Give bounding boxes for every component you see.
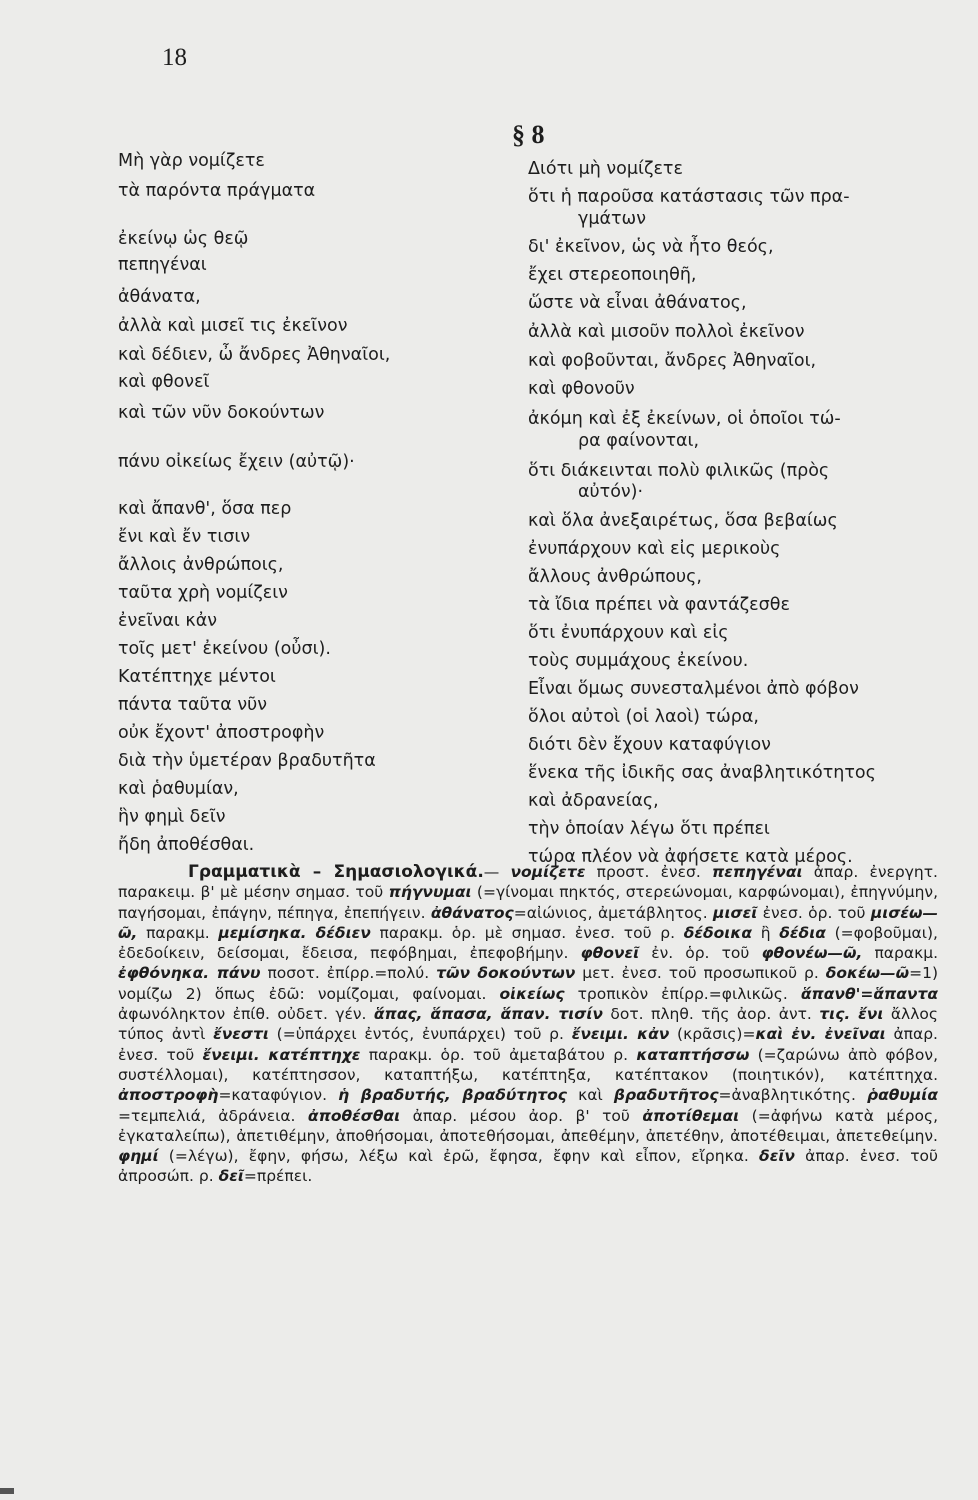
note-text: παρακμ. ὁρ. μὲ σημασ. ἐνεσ. τοῦ ρ. xyxy=(370,923,684,942)
translation-line: ὅλοι αὐτοὶ (οἱ λαοὶ) τώρα, xyxy=(528,707,759,727)
note-text: μετ. ἐνεσ. τοῦ προσωπικοῦ ρ. xyxy=(575,964,826,983)
note-text: (=φοβοῦμαι), ἐδεδοίκειν, δείσομαι, ἔδεισα, πεφόβημαι, ἐπεφοβήμην. xyxy=(118,923,938,963)
note-text: =ἀναβλητικότης. xyxy=(718,1086,868,1105)
note-text: ἀπαρ. μέσου ἀορ. β' τοῦ xyxy=(400,1106,643,1125)
translation-line: καὶ ὅλα ἀνεξαιρέτως, ὅσα βεβαίως xyxy=(528,511,838,531)
translation-line: καὶ φθονοῦν xyxy=(528,379,635,399)
section-title: § 8 xyxy=(512,120,545,149)
note-keyword: τῶν δοκούντων xyxy=(436,964,576,983)
note-keyword: καταπτήσσω xyxy=(636,1045,750,1064)
ancient-line: ταῦτα χρὴ νομίζειν xyxy=(118,583,288,603)
ancient-line: τοῖς μετ' ἐκείνου (οὖσι). xyxy=(118,639,331,659)
ancient-line: ἣν φημὶ δεῖν xyxy=(118,807,226,827)
note-keyword: ἅπας, ἅπασα, ἅπαν. τισίν xyxy=(373,1005,603,1024)
translation-line: καὶ ἀδρανείας, xyxy=(528,791,659,811)
ancient-line: ἔνι καὶ ἔν τισιν xyxy=(118,527,251,547)
ancient-line: διὰ τὴν ὑμετέραν βραδυτῆτα xyxy=(118,751,376,771)
note-text: ποσοτ. ἐπίρρ.=πολύ. xyxy=(260,964,437,983)
translation-line: δι' ἐκεῖνον, ὡς νὰ ἦτο θεός, xyxy=(528,237,774,257)
translation-line: τὰ ἴδια πρέπει νὰ φαντάζεσθε xyxy=(528,595,790,615)
ancient-line: πεπηγέναι xyxy=(118,255,207,275)
translation-line: ἄλλους ἀνθρώπους, xyxy=(528,567,702,587)
note-keyword: καὶ ἐν. ἐνεῖναι xyxy=(755,1025,886,1044)
ancient-line: οὐκ ἔχοντ' ἀποστροφὴν xyxy=(118,723,325,743)
ancient-line: καὶ τῶν νῦν δοκούντων xyxy=(118,403,325,423)
note-keyword: ἀθάνατος xyxy=(430,903,514,922)
ancient-line: Μὴ γὰρ νομίζετε xyxy=(118,151,265,171)
note-text: παρακμ. ὁρ. τοῦ ἀμεταβάτου ρ. xyxy=(360,1045,637,1064)
translation-line: Εἶναι ὅμως συνεσταλμένοι ἀπὸ φόβον xyxy=(528,679,859,699)
note-keyword: οἰκείως xyxy=(499,984,565,1003)
translation-line: ὅτι διάκεινται πολὺ φιλικῶς (πρὸς xyxy=(528,461,830,481)
translation-line: Διότι μὴ νομίζετε xyxy=(528,159,683,179)
translation-line: αὐτόν)· xyxy=(578,482,644,502)
ancient-line: τὰ παρόντα πράγματα xyxy=(118,181,316,201)
note-keyword: ἔνειμι. κἀν xyxy=(571,1025,670,1044)
note-keyword: ἀποθέσθαι xyxy=(307,1106,401,1125)
note-text: ἀφωνόληκτον ἐπίθ. οὐδετ. γέν. xyxy=(118,1005,374,1024)
ancient-line: ἐκείνῳ ὡς θεῷ xyxy=(118,229,249,249)
note-keyword: τις. ἔνι xyxy=(819,1005,884,1024)
note-text: (=ζαρώνω ἀπὸ φόβον, συστέλλομαι), κατέπτησσον, καταπτήξω, κατέπτηξα, κατέπτακον (ποιητικόν), κατέπτηχα. xyxy=(118,1045,938,1084)
scan-edge-mark xyxy=(0,1488,14,1494)
ancient-line: ἐνεῖναι κἀν xyxy=(118,611,218,631)
note-text: παρακμ. xyxy=(862,944,938,963)
translation-line: ἀλλὰ καὶ μισοῦν πολλοὶ ἐκεῖνον xyxy=(528,322,805,342)
ancient-line: Κατέπτηχε μέντοι xyxy=(118,667,276,687)
translation-line: ρα φαίνονται, xyxy=(578,431,700,451)
note-text: προστ. ἐνεσ. xyxy=(585,863,712,881)
note-keyword: ἔνεστι xyxy=(213,1025,269,1044)
translation-line: τὴν ὁποίαν λέγω ὅτι πρέπει xyxy=(528,819,770,839)
note-keyword: μισεῖ xyxy=(713,903,758,922)
note-keyword: ἐφθόνηκα. πάνυ xyxy=(118,964,261,983)
translation-line: ἀκόμη καὶ ἐξ ἐκείνων, οἱ ὁποῖοι τώ- xyxy=(528,409,841,429)
note-text: ἀπαρ. ἐνεσ. τοῦ xyxy=(118,1025,938,1064)
note-text: ἀπαρ. ἐνεσ. τοῦ ἀπροσώπ. ρ. xyxy=(118,1147,938,1186)
grammar-notes xyxy=(118,862,938,1187)
note-text: ἐν. ὁρ. τοῦ xyxy=(639,944,762,963)
note-keyword: ἀποτίθεμαι xyxy=(642,1106,740,1125)
note-keyword: μισέω—ῶ, xyxy=(118,903,938,942)
ancient-line: ἀθάνατα, xyxy=(118,287,201,307)
translation-line: τώρα πλέον νὰ ἀφήσετε κατὰ μέρος. xyxy=(528,847,853,867)
note-text: (=λέγω), ἔφην, φήσω, λέξω καὶ ἐρῶ, ἔφησα, ἔφην καὶ εἶπον, εἴρηκα. xyxy=(158,1147,760,1166)
note-keyword: φθονεῖ xyxy=(580,944,640,963)
grammar-heading: Γραμματικὰ – Σημασιολογικά. xyxy=(188,862,484,882)
note-keyword: ῥαθυμία xyxy=(867,1086,938,1105)
note-keyword: πήγνυμαι xyxy=(388,883,472,902)
note-text: ἢ xyxy=(752,923,780,942)
translation-line: γμάτων xyxy=(578,209,646,229)
ancient-line: ἤδη ἀποθέσθαι. xyxy=(118,835,255,855)
note-keyword: δοκέω—ῶ xyxy=(825,964,910,983)
translation-line: ὅτι ἡ παροῦσα κατάστασις τῶν πρα- xyxy=(528,187,850,207)
ancient-line: ἄλλοις ἀνθρώποις, xyxy=(118,555,284,575)
note-text: δοτ. πληθ. τῆς ἀορ. ἀντ. xyxy=(602,1005,820,1024)
note-text: (=ἀφήνω κατὰ μέρος, ἐγκαταλείπω), ἀπετιθέμην, ἀποθήσομαι, ἀποτεθήσομαι, ἀπεθέμην, ἀπετέθην, ἀποτέθειμαι, ἀπετεθείμην. xyxy=(118,1106,938,1145)
note-keyword: δεῖν xyxy=(759,1147,795,1166)
note-text: =αἰώνιος, ἀμετάβλητος. xyxy=(513,903,714,922)
note-keyword: μεμίσηκα. δέδιεν xyxy=(218,923,371,942)
note-text: τροπικὸν ἐπίρρ.=φιλικῶς. xyxy=(564,984,801,1003)
translation-line: ἐνυπάρχουν καὶ εἰς μερικοὺς xyxy=(528,539,781,559)
note-keyword: νομίζετε xyxy=(510,863,586,881)
ancient-line: πάνυ οἰκείως ἔχειν (αὐτῷ)· xyxy=(118,452,355,472)
note-keyword: ἅπανθ'=ἅπαντα xyxy=(800,984,938,1003)
translation-line: ἕνεκα τῆς ἰδικῆς σας ἀναβλητικότητος xyxy=(528,763,876,783)
note-keyword: φθονέω—ῶ, xyxy=(761,944,863,963)
translation-line: ὅτι ἐνυπάρχουν καὶ εἰς xyxy=(528,623,729,643)
note-keyword: ἡ βραδυτής, βραδύτητος xyxy=(338,1086,567,1105)
note-keyword: δεῖ xyxy=(218,1167,244,1186)
note-text: (κρᾶσις)= xyxy=(669,1025,756,1044)
note-text: (=γίνομαι πηκτός, στερεώνομαι, καρφώνομαι), ἐπηγνύμην, παγήσομαι, ἐπάγην, πέπηγα, ἐπεπήγειν. xyxy=(118,883,938,922)
note-text: καὶ xyxy=(567,1086,614,1105)
note-keyword: πεπηγέναι xyxy=(711,863,803,881)
note-keyword: δέδια xyxy=(779,923,826,942)
note-keyword: δέδοικα xyxy=(683,923,753,942)
ancient-line: καὶ δέδιεν, ὦ ἄνδρες Ἀθηναῖοι, xyxy=(118,345,391,365)
note-text: ἄλλος τύπος ἀντὶ xyxy=(118,1005,938,1044)
translation-line: ὥστε νὰ εἶναι ἀθάνατος, xyxy=(528,293,747,313)
translation-line: διότι δὲν ἔχουν καταφύγιον xyxy=(528,735,771,755)
translation-line: τοὺς συμμάχους ἐκείνου. xyxy=(528,651,749,671)
note-text: =πρέπει. xyxy=(243,1167,313,1186)
note-keyword: ἔνειμι. κατέπτηχε xyxy=(202,1045,361,1064)
ancient-line: καὶ ἄπανθ', ὅσα περ xyxy=(118,499,292,519)
note-text: (=ὑπάρχει ἐντός, ἐνυπάρχει) τοῦ ρ. xyxy=(268,1025,572,1044)
ancient-line: καὶ φθονεῖ xyxy=(118,372,210,392)
note-text: =τεμπελιά, ἀδράνεια. xyxy=(118,1106,308,1125)
note-keyword: φημί xyxy=(118,1147,159,1166)
page-number: 18 xyxy=(162,44,187,71)
note-keyword: βραδυτῆτος xyxy=(613,1086,719,1105)
translation-line: ἔχει στερεοποιηθῆ, xyxy=(528,265,697,285)
note-text: παρακμ. xyxy=(137,923,219,942)
note-text: — xyxy=(483,863,511,881)
note-text: ἐνεσ. ὁρ. τοῦ xyxy=(757,903,871,922)
ancient-line: ἀλλὰ καὶ μισεῖ τις ἐκεῖνον xyxy=(118,316,348,336)
note-text: =1) νομίζω 2) ὅπως ἐδῶ: νομίζομαι, φαίνομαι. xyxy=(118,964,938,1003)
note-text: =καταφύγιον. xyxy=(218,1086,339,1105)
translation-line: καὶ φοβοῦνται, ἄνδρες Ἀθηναῖοι, xyxy=(528,351,817,371)
ancient-line: πάντα ταῦτα νῦν xyxy=(118,695,267,715)
note-keyword: ἀποστροφὴ xyxy=(118,1086,219,1105)
note-text: ἀπαρ. ἐνεργητ. παρακειμ. β' μὲ μέσην σημασ. τοῦ xyxy=(118,863,938,902)
ancient-line: καὶ ῥαθυμίαν, xyxy=(118,779,239,799)
